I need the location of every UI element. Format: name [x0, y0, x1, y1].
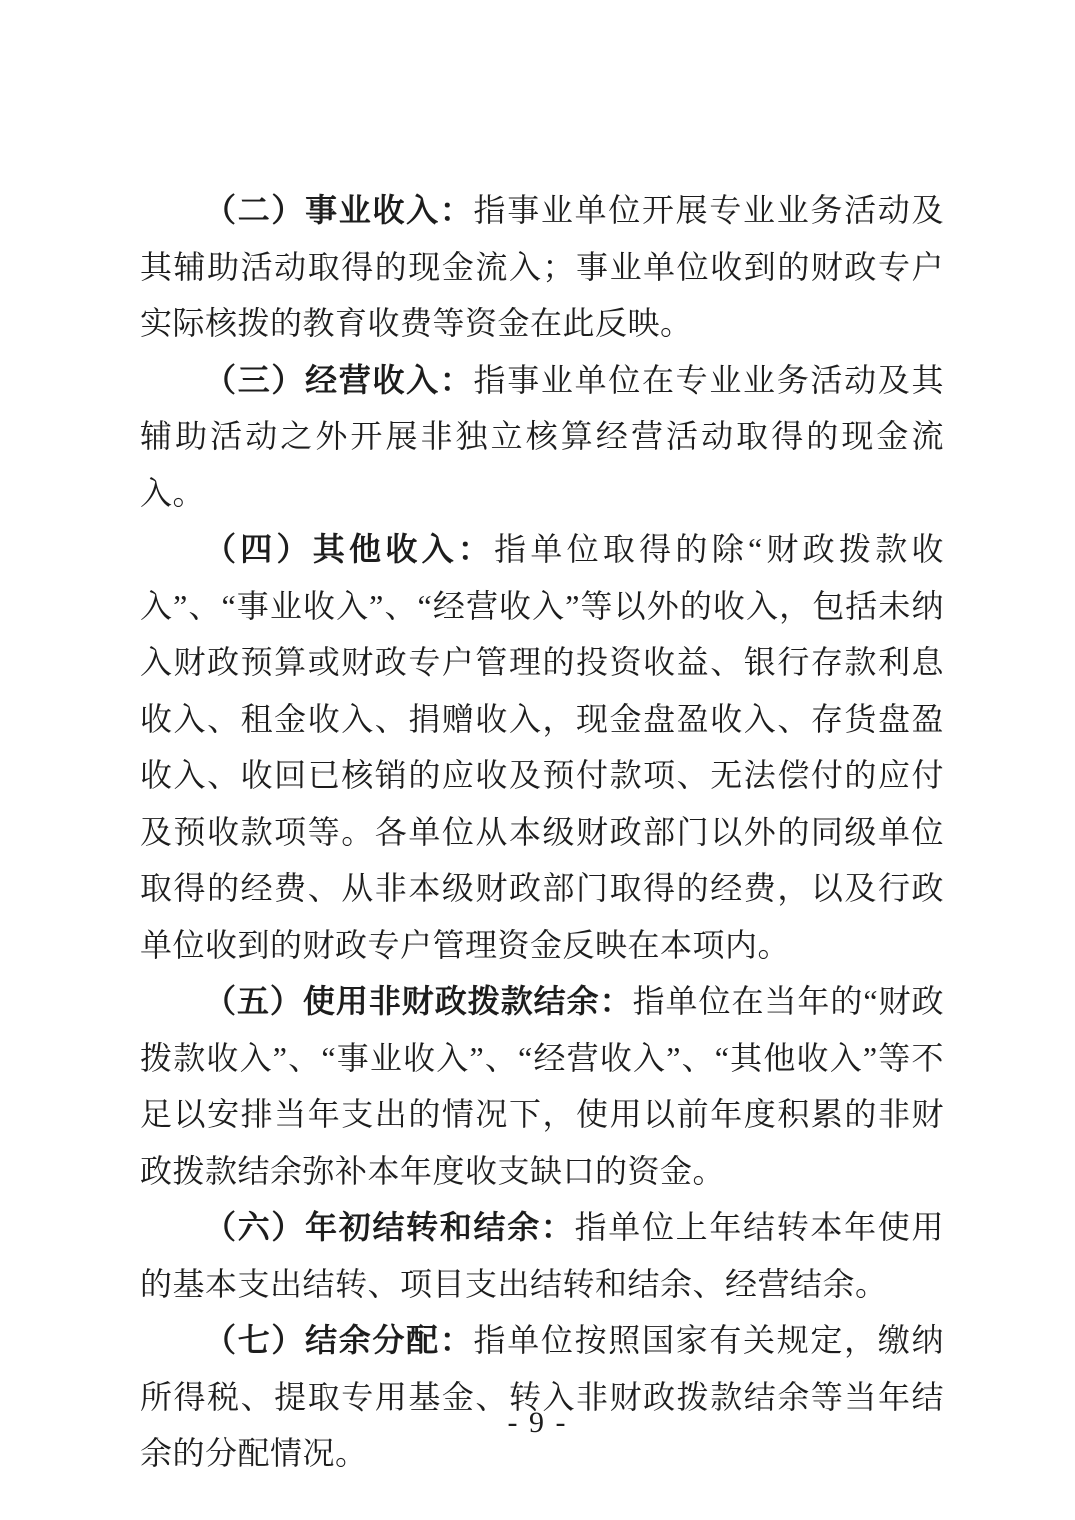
paragraph-text: 指事业单位开展专业业务活动及其辅助活动取得的现金流入；事业单位收到的财政专户实际核拨的教育收费等资金在此反映。: [140, 192, 944, 341]
paragraph: [140, 352, 944, 522]
paragraph-text: 指单位上年结转本年使用的基本支出结转、项目支出结转和结余、经营结余。: [140, 1209, 944, 1302]
paragraph-term: （四）其他收入：: [204, 531, 495, 567]
document-body: [140, 182, 944, 1482]
paragraph-text: 指事业单位在专业业务活动及其辅助活动之外开展非独立核算经营活动取得的现金流入。: [140, 361, 944, 511]
paragraph-text: 指单位在当年的“财政拨款收入”、“事业收入”、“经营收入”、“其他收入”等不足以安排当年支出的情况下，使用以前年度积累的非财政拨款结余弥补本年度收支缺口的资金。: [140, 983, 944, 1189]
paragraph-term: （六）年初结转和结余：: [204, 1209, 575, 1245]
paragraph-term: （五）使用非财政拨款结余：: [204, 983, 633, 1019]
paragraph-text: 指单位取得的除“财政拨款收入”、“事业收入”、“经营收入”等以外的收入，包括未纳入财政预算或财政专户管理的投资收益、银行存款利息收入、租金收入、捐赠收入，现金盘盈收入、存货盘盈收入、收回已核销的应收及预付款项、无法偿付的应付及预收款项等。各单位从本级财政部门以外的同级单位取得的经费、从非本级财政部门取得的经费，以及行政单位收到的财政专户管理资金反映在本项内。: [140, 531, 944, 963]
paragraph: [140, 1312, 944, 1482]
page-number: - 9 -: [507, 1406, 568, 1439]
paragraph: [140, 1199, 944, 1312]
paragraph-text: 指单位按照国家有关规定，缴纳所得税、提取专用基金、转入非财政拨款结余等当年结余的分配情况。: [140, 1322, 944, 1471]
paragraph: [140, 973, 944, 1199]
paragraph: [140, 182, 944, 352]
paragraph-term: （七）结余分配：: [204, 1322, 474, 1358]
paragraph-term: （三）经营收入：: [204, 361, 474, 398]
paragraph-term: （二）事业收入：: [204, 192, 474, 228]
paragraph: [140, 521, 944, 973]
